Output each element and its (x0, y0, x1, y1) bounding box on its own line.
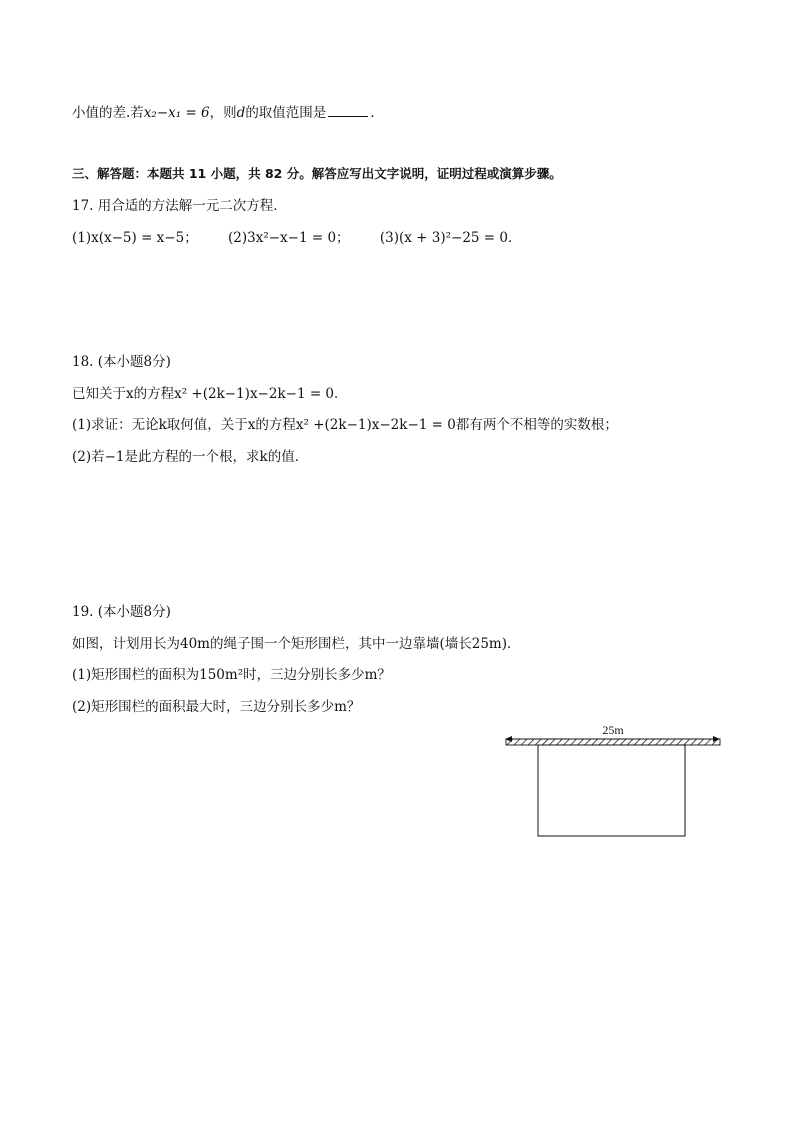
q16-text-b: ，则 (209, 105, 237, 121)
q18-part-1: (1)求证：无论k取何值，关于x的方程x² +(2k−1)x−2k−1 = 0都有两个不相等的实数根； (72, 417, 618, 433)
section3-heading: 三、解答题：本题共 11 小题，共 82 分。解答应写出文字说明，证明过程或演算步骤。 (72, 166, 562, 181)
q19-title: 19. (本小题8分) (72, 604, 171, 620)
q16-text-end: ． (370, 105, 384, 121)
q17-parts (72, 229, 521, 247)
q19-stem: 如图，计划用长为40m的绳子围一个矩形围栏，其中一边靠墙(墙长25m)． (72, 636, 521, 652)
fence-rectangle (538, 745, 685, 836)
wall-length-label: 25m (602, 723, 624, 737)
q17-part-2: (2)3x²−x−1 = 0； (228, 230, 350, 246)
q18-title: 18. (本小题8分) (72, 354, 171, 370)
q16-text-c: 的取值范围是 (245, 105, 327, 121)
wall-hatched (506, 739, 720, 745)
q18-part-2: (2)若−1是此方程的一个根，求k的值． (72, 449, 309, 465)
q19-part-1: (1)矩形围栏的面积为150m²时，三边分别长多少m？ (72, 667, 391, 683)
q17-title: 17. 用合适的方法解一元二次方程． (72, 198, 287, 214)
q16-var: d (236, 105, 246, 121)
q19-part-2: (2)矩形围栏的面积最大时，三边分别长多少m？ (72, 699, 361, 715)
q16-text-a: 小值的差.若 (72, 105, 144, 121)
q17-part-3: (3)(x + 3)²−25 = 0． (379, 230, 522, 246)
answer-blank (328, 104, 368, 117)
q17-part-1: (1)x(x−5) = x−5； (72, 230, 198, 246)
fence-diagram (503, 720, 723, 842)
q16-math: x₂−x₁ = 6 (143, 105, 210, 121)
q18-stem: 已知关于x的方程x² +(2k−1)x−2k−1 = 0． (72, 386, 348, 402)
q16-tail-line (72, 104, 384, 122)
